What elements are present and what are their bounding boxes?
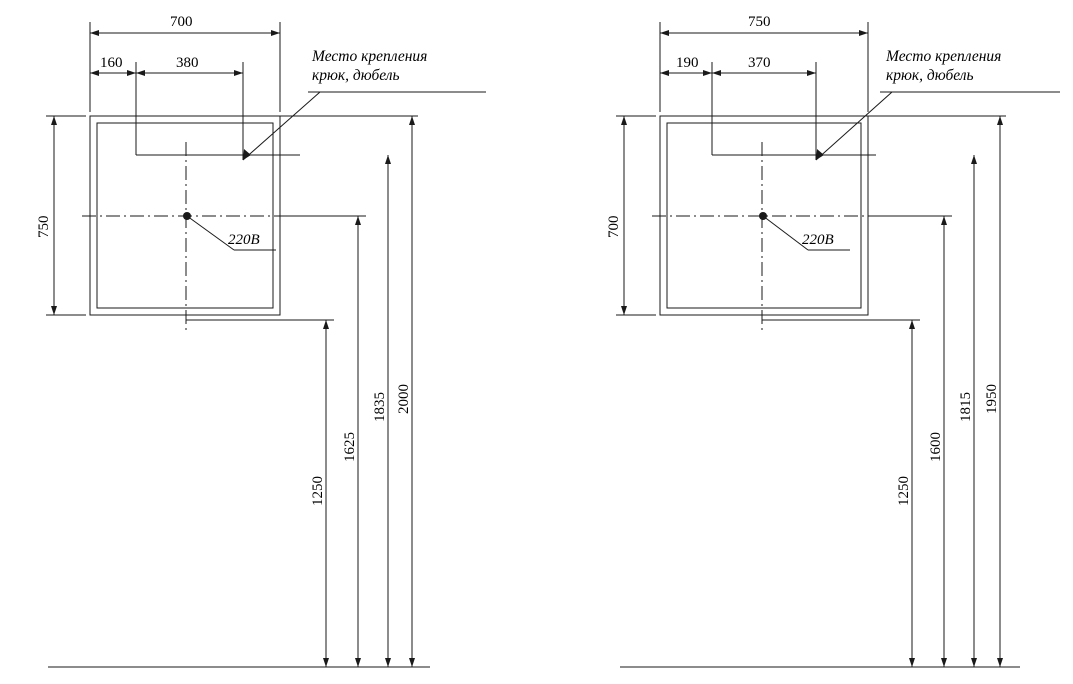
left-dim-2000-label: 2000 bbox=[396, 384, 412, 414]
right-dim-1815-arrow-top bbox=[971, 155, 977, 164]
left-dim-1835-label: 1835 bbox=[372, 392, 388, 422]
left-dim-750-arrow-top bbox=[51, 116, 57, 125]
right-note-arrow bbox=[816, 149, 824, 160]
left-note-arrow bbox=[243, 149, 251, 160]
left-mount-note bbox=[312, 47, 427, 86]
left-socket-label: 220В bbox=[228, 232, 260, 248]
right-mount-note-line1: Место крепления bbox=[886, 48, 1002, 65]
right-dim-1250-arrow-bot bbox=[909, 658, 915, 667]
right-dim-370-arrow-left bbox=[712, 70, 721, 76]
left-socket-leader bbox=[187, 216, 234, 250]
left-dim-1625-label: 1625 bbox=[342, 432, 358, 462]
right-dim-750-arrow-right bbox=[859, 30, 868, 36]
left-dim-2000-arrow-bot bbox=[409, 658, 415, 667]
right-note-leader bbox=[816, 92, 892, 160]
left-note-leader bbox=[243, 92, 320, 160]
right-dim-1600-label: 1600 bbox=[928, 432, 944, 462]
right-dim-700-label: 700 bbox=[606, 215, 622, 238]
right-dim-1815-arrow-bot bbox=[971, 658, 977, 667]
left-mount-note-line1: Место крепления bbox=[312, 48, 428, 65]
left-dim-width-700-label: 700 bbox=[170, 14, 193, 30]
right-dim-1250-arrow-top bbox=[909, 320, 915, 329]
left-mount-note-line2: крюк, дюбель bbox=[312, 67, 400, 85]
right-dim-370-label: 370 bbox=[748, 55, 771, 71]
left-dim-750-label: 750 bbox=[36, 215, 52, 238]
right-dim-1600-arrow-bot bbox=[941, 658, 947, 667]
right-dim-1950-label: 1950 bbox=[984, 384, 1000, 414]
left-dim-1835-arrow-bot bbox=[385, 658, 391, 667]
right-dim-1950-arrow-top bbox=[997, 116, 1003, 125]
right-dim-700-arrow-bot bbox=[621, 306, 627, 315]
right-dim-700-arrow-top bbox=[621, 116, 627, 125]
left-dim-160-arrow-right bbox=[127, 70, 136, 76]
left-dim-1250-label: 1250 bbox=[310, 476, 326, 506]
left-dim-700-arrow-left bbox=[90, 30, 99, 36]
right-dim-width-750-label: 750 bbox=[748, 14, 771, 30]
right-mount-note bbox=[886, 47, 1001, 86]
left-dim-380-label: 380 bbox=[176, 55, 199, 71]
left-dim-160-label: 160 bbox=[100, 55, 123, 71]
left-dim-160-arrow-left bbox=[90, 70, 99, 76]
right-dim-190-arrow-right bbox=[703, 70, 712, 76]
right-dim-1815-label: 1815 bbox=[958, 392, 974, 422]
right-socket-label: 220В bbox=[802, 232, 834, 248]
right-dim-1600-arrow-top bbox=[941, 216, 947, 225]
left-dim-1250-arrow-top bbox=[323, 320, 329, 329]
right-dim-750-arrow-left bbox=[660, 30, 669, 36]
left-dim-1250-arrow-bot bbox=[323, 658, 329, 667]
right-mount-note-line2: крюк, дюбель bbox=[886, 67, 974, 85]
left-dim-1835-arrow-top bbox=[385, 155, 391, 164]
left-dim-380-arrow-right bbox=[234, 70, 243, 76]
right-dim-190-label: 190 bbox=[676, 55, 699, 71]
right-dim-1250-label: 1250 bbox=[896, 476, 912, 506]
right-dim-370-arrow-right bbox=[807, 70, 816, 76]
left-dim-380-arrow-left bbox=[136, 70, 145, 76]
right-dim-190-arrow-left bbox=[660, 70, 669, 76]
left-dim-1625-arrow-bot bbox=[355, 658, 361, 667]
left-dim-700-arrow-right bbox=[271, 30, 280, 36]
left-dim-2000-arrow-top bbox=[409, 116, 415, 125]
left-dim-750-arrow-bot bbox=[51, 306, 57, 315]
right-dim-1950-arrow-bot bbox=[997, 658, 1003, 667]
left-dim-1625-arrow-top bbox=[355, 216, 361, 225]
